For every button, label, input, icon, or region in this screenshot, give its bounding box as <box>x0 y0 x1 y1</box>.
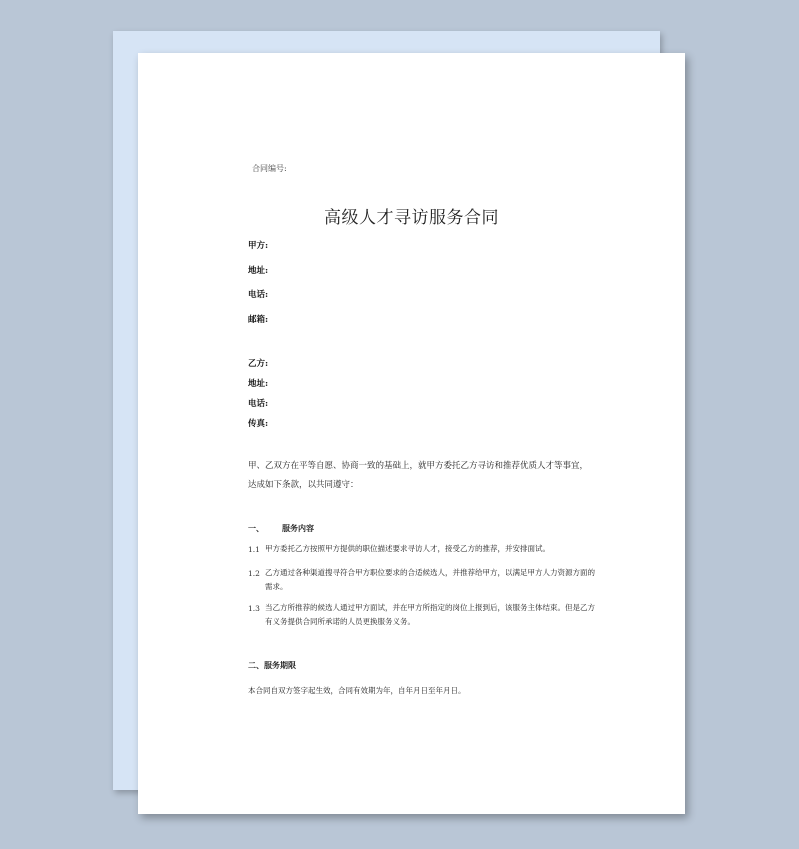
clause-text-line: 乙方通过各种渠道搜寻符合甲方职位要求的合适候选人，并推荐给甲方，以满足甲方人力资源方面的 <box>265 568 595 577</box>
party-b-name-label: 乙方: <box>248 359 269 369</box>
clause-text-line: 当乙方所推荐的候选人通过甲方面试，并在甲方所指定的岗位上报到后，该服务主体结束。但是乙方 <box>265 603 595 612</box>
contract-number-label: 合同编号: <box>252 164 287 173</box>
document-page <box>138 53 685 814</box>
intro-line-2: 达成如下条款，以共同遵守： <box>248 480 359 490</box>
party-a-address-label: 地址: <box>248 266 269 276</box>
clause-text-line: 需求。 <box>265 582 288 591</box>
party-a-name-label: 甲方: <box>248 241 269 251</box>
party-a-email-label: 邮箱: <box>248 315 269 325</box>
party-b-fax-label: 传真: <box>248 419 269 429</box>
party-b-phone-label: 电话: <box>248 399 269 409</box>
section-1-heading: 服务内容 <box>282 523 314 533</box>
party-a-phone-label: 电话: <box>248 290 269 300</box>
clause-text-line: 有义务提供合同所承诺的人员更换服务义务。 <box>265 617 415 626</box>
section-2-heading: 二、服务期限 <box>248 660 296 670</box>
section-1-number: 一、 <box>248 523 264 533</box>
party-b-address-label: 地址: <box>248 379 269 389</box>
clause-number: 1.1 <box>248 545 260 554</box>
section-2-text: 本合同自双方签字起生效，合同有效期为年，自年月日至年月日。 <box>248 686 466 695</box>
clause-number: 1.2 <box>248 569 260 578</box>
intro-line-1: 甲、乙双方在平等自愿、协商一致的基础上，就甲方委托乙方寻访和推荐优质人才等事宜， <box>248 461 589 471</box>
clause-number: 1.3 <box>248 604 260 613</box>
document-title: 高级人才寻访服务合同 <box>324 208 499 228</box>
clause-text-line: 甲方委托乙方按照甲方提供的职位描述要求寻访人才，接受乙方的推荐，并安排面试。 <box>265 544 550 553</box>
